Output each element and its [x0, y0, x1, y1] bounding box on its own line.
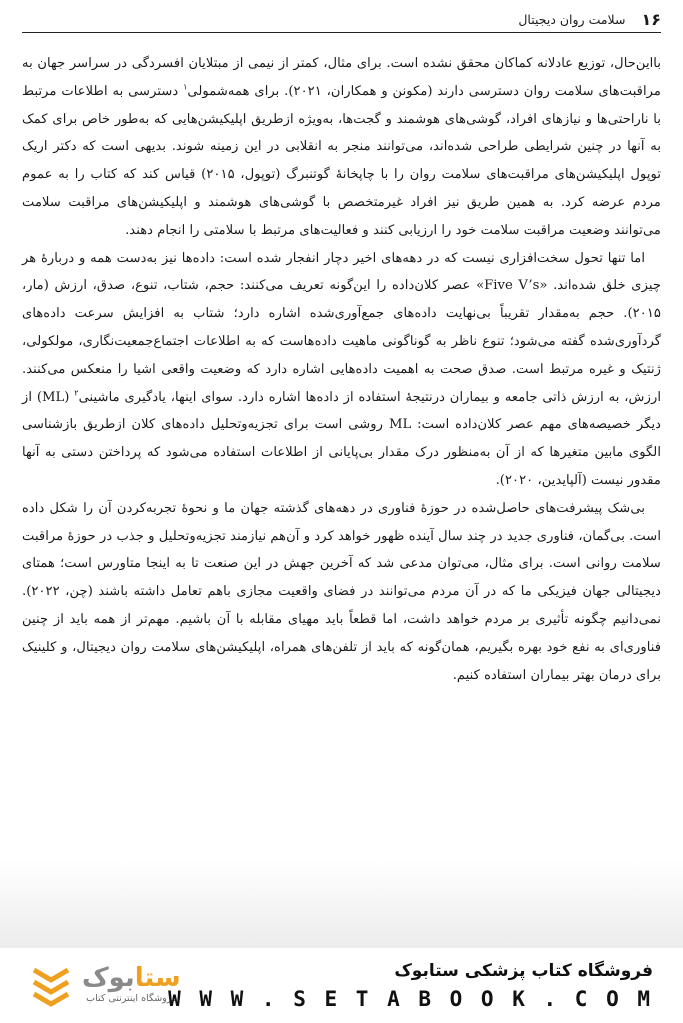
- logo-word-rest: بوک: [82, 963, 135, 993]
- paragraph-1: [22, 50, 661, 245]
- store-info: [168, 958, 653, 1014]
- paragraph-1-text-b: دسترسی به اطلاعات مرتبط با ناراحتی‌ها و نیازهای افراد، گوشی‌های هوشمند و گجت‌ها، به‌ویژه ازطریق اپلیکیشن‌هایی که به‌طور خاص برای کمک به آنها در چنین شرایطی طراحی شده‌اند، می‌توانند منجر به انقلابی در این زمینه شوند. بدیهی است که دکتر اریک توپول اپلیکیشن‌های مراقبت‌های سلامت روان را با چاپخانهٔ گوتنبرگ (توپول، ۲۰۱۵) قیاس کند که کتاب را به عموم مردم عرضه کرد. به همین طریق نیز افراد غیرمتخصص با گوشی‌های هوشمند و اپلیکیشن‌های مراقبت سلامت می‌توانند وضعیت مراقبت سلامت خود را ارزیابی کنند و فعالیت‌های مرتبط با سلامتی را انجام دهند.: [22, 83, 661, 238]
- paragraph-2-text-a: اما تنها تحول سخت‌افزاری نیست که در دهه‌های اخیر دچار انفجار شده است: داده‌ها نیز به‌دست همه و دربارهٔ هر چیزی خلق شده‌اند. «Five V’s» عصر کلان‌داده را این‌گونه تعریف می‌کنند: حجم، شتاب، تنوع، صدق، ارزش (مار، ۲۰۱۵). حجم به‌مقدار تقریباً بی‌نهایت داده‌های جمع‌آوری‌شده اشاره دارد؛ شتاب به افزایش سرعت داده‌های گردآوری‌شده گفته می‌شود؛ تنوع ناظر به گوناگونی ماهیت داده‌هاست که به اطلاعات اجتماع‌جمعیت‌نگاری، مولکولی، ژنتیک و غیره مرتبط است. صدق صحت به اهمیت داده‌هایی اشاره دارد که وضعیت واقعی اشیا را منعکس می‌کنند. ارزش، به ارزش ذاتی جامعه و بیماران درنتیجهٔ استفاده از داده‌ها اشاره دارد. سوای اینها، یادگیری ماشینی: [22, 250, 661, 405]
- page-number: ۱۶: [641, 9, 661, 29]
- publisher-logo: [28, 962, 181, 1008]
- logo-wordmark: [82, 964, 181, 1006]
- paragraph-1-text-a: بااین‌حال، توزیع عادلانه کماکان محقق نشده است. برای مثال، کمتر از نیمی از مبتلایان افسردگی در سراسر جهان به مراقبت‌های سلامت روان دسترسی دارند (مکونن و همکاران، ۲۰۲۱). برای همه‌شمولی: [22, 56, 661, 99]
- chevron-stack-logo-icon: [28, 962, 74, 1008]
- page-header: [22, 6, 661, 33]
- logo-word-accent: ستا: [134, 963, 181, 993]
- store-url-link[interactable]: W W W . S E T A B O O K . C O M: [168, 987, 653, 1011]
- paragraph-3: بی‌شک پیشرفت‌های حاصل‌شده در حوزهٔ فناوری در دهه‌های گذشته جهان ما و نحوهٔ تجربه‌کردن آن را شکل داده است. بی‌گمان، فناوری جدید در چند سال آینده ظهور خواهد کرد و آن‌هم نیازمند تجزیه‌وتحلیل و جذب در حوزهٔ مراقبت سلامت روانی است. برای مثال، می‌توان مدعی شد که آخرین جهش در این صنعت تا به اینجا متاورس است؛ همتای دیجیتالی جهان فیزیکی ما که در آن مردم می‌توانند در فضای واقعیت مجازی باهم تعامل داشته باشند (چن، ۲۰۲۲). نمی‌دانیم چگونه تأثیری بر مردم خواهد داشت، اما قطعاً باید مهیای مقابله با آن باشیم. مهم‌تر از همه باید از چنین فناوری‌ای به نفع خود بهره بگیریم، همان‌گونه که باید از تلفن‌های همراه، اپلیکیشن‌های سلامت روان دیجیتال، و کلینیک برای درمان بهتر بیماران استفاده کنیم.: [22, 500, 661, 683]
- footnote-marker-2: ۲: [74, 388, 79, 398]
- logo-subtitle: فروشگاه اینترنتی کتاب: [86, 993, 177, 1004]
- store-name: فروشگاه کتاب پزشکی ستابوک: [394, 961, 653, 981]
- paragraph-2-text-b: (ML) از دیگر خصیصه‌های مهم عصر کلان‌داده است: ML روشی است برای تجزیه‌وتحلیل داده‌های کلان ازطریق بازشناسی الگوی مابین متغیرها که از آن به‌منظور درک مقدار بی‌پایانی از اطلاعات استفاده می‌شود که پرداختن دستی به آنها مقدور نیست (آلپایدین، ۲۰۲۰).: [22, 389, 661, 488]
- running-title: سلامت روان دیجیتال: [518, 11, 626, 27]
- publisher-footer: [0, 948, 683, 1023]
- paragraph-2: [22, 245, 661, 495]
- body-text: [22, 50, 661, 689]
- footnote-marker-1: ۱: [183, 82, 188, 92]
